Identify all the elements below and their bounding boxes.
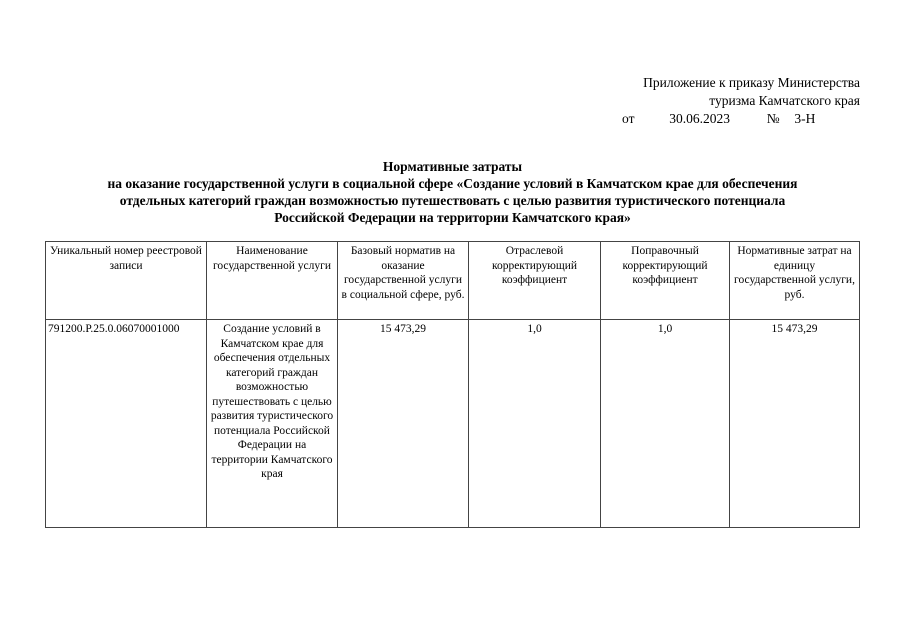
title-heading: Нормативные затраты — [382, 159, 523, 174]
appendix-date-line — [560, 110, 860, 128]
number-prefix: № — [766, 111, 780, 126]
table-row — [46, 320, 860, 528]
header-service-name: Наименование государственной услуги — [207, 242, 338, 320]
appendix-block — [560, 74, 860, 128]
table-header-row — [46, 242, 860, 320]
cell-service-name: Создание условий в Камчатском крае для обеспечения отдельных категорий граждан возможностью путешествовать с целью развития туристического потенциала Российской Федерации на территории Камчатского края — [207, 320, 338, 528]
cell-base-norm: 15 473,29 — [338, 320, 469, 528]
title-subtitle-line-2: отдельных категорий граждан возможностью путешествовать с целью развития туристического потенциала — [119, 193, 786, 208]
order-date: 30.06.2023 — [669, 111, 730, 126]
title-subtitle-line-3: Российской Федерации на территории Камчатского края» — [274, 210, 631, 225]
appendix-line-1: Приложение к приказу Министерства — [643, 75, 860, 90]
header-registry-number: Уникальный номер реестровой записи — [46, 242, 207, 320]
document-title — [40, 158, 865, 226]
header-correction-coefficient: Поправочный корректирующий коэффициент — [601, 242, 730, 320]
header-industry-coefficient: Отраслевой корректирующий коэффициент — [469, 242, 601, 320]
cell-industry-coefficient: 1,0 — [469, 320, 601, 528]
header-norm-cost: Нормативные затрат на единицу государственной услуги, руб. — [730, 242, 860, 320]
appendix-line-2: туризма Камчатского края — [709, 93, 860, 108]
cell-norm-cost: 15 473,29 — [730, 320, 860, 528]
date-prefix: от — [622, 111, 635, 126]
title-subtitle-line-1: на оказание государственной услуги в социальной сфере «Создание условий в Камчатском крае для обеспечения — [107, 176, 798, 191]
order-number: 3-Н — [794, 111, 816, 126]
cell-correction-coefficient: 1,0 — [601, 320, 730, 528]
norms-table — [45, 241, 860, 528]
header-base-norm: Базовый норматив на оказание государственной услуги в социальной сфере, руб. — [338, 242, 469, 320]
cell-registry-number: 791200.Р.25.0.06070001000 — [46, 320, 207, 528]
